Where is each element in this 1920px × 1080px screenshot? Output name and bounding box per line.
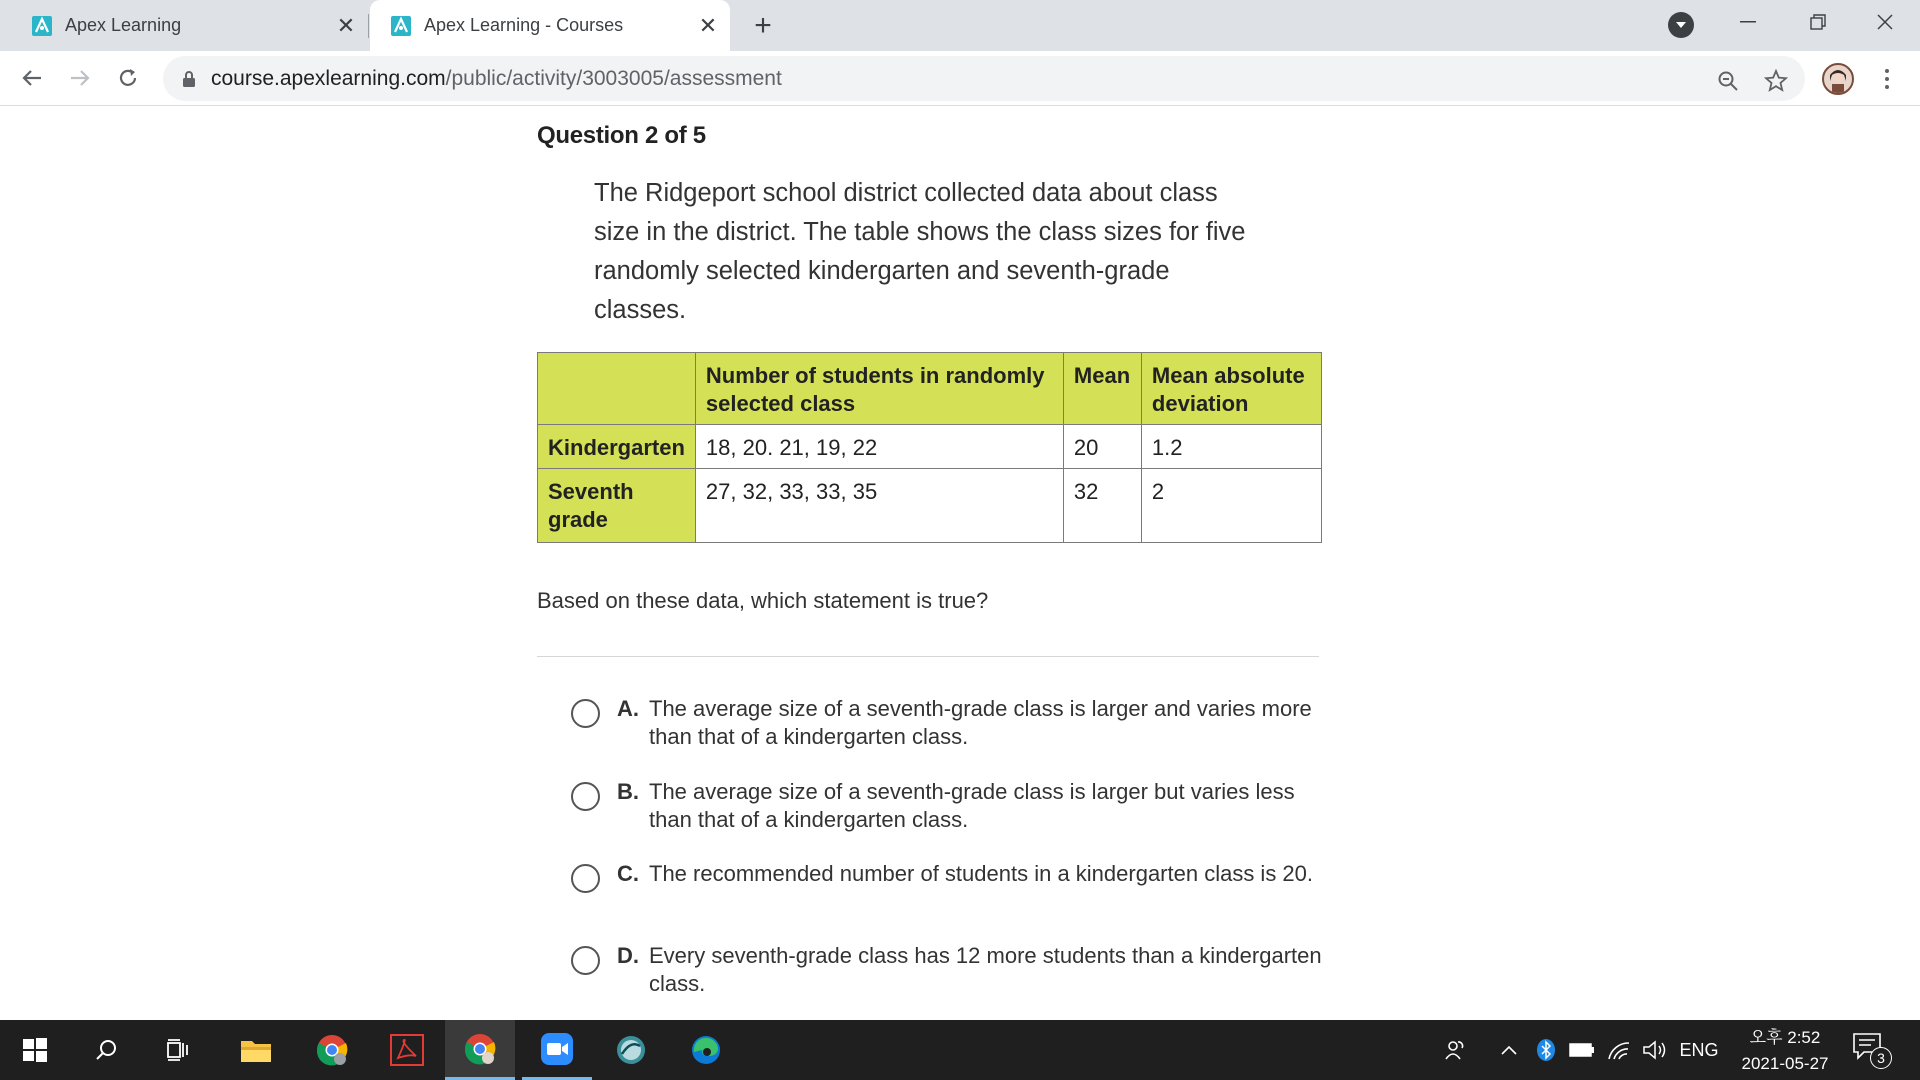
tab-search-icon[interactable] <box>1668 12 1694 38</box>
table-header-empty <box>538 353 696 425</box>
chevron-up-icon[interactable] <box>1497 1020 1521 1080</box>
forward-icon[interactable] <box>60 58 100 98</box>
cell-mad: 2 <box>1141 469 1321 543</box>
browser-menu-icon[interactable] <box>1872 61 1902 97</box>
table-row <box>538 469 1322 543</box>
new-tab-icon[interactable]: + <box>754 9 772 42</box>
people-icon[interactable] <box>1440 1020 1470 1080</box>
zoom-app-icon[interactable] <box>522 1020 592 1080</box>
url-path: /public/activity/3003005/assessment <box>445 66 782 90</box>
divider <box>537 656 1319 657</box>
table-header-mad: Mean absolute deviation <box>1141 353 1321 425</box>
choice-letter: D. <box>617 943 639 968</box>
choice-text: The recommended number of students in a kindergarten class is 20. <box>649 861 1314 886</box>
minimize-icon[interactable] <box>1713 0 1783 44</box>
reload-icon[interactable] <box>108 58 148 98</box>
search-icon[interactable] <box>72 1020 142 1080</box>
tab-separator <box>368 14 369 38</box>
back-icon[interactable] <box>12 58 52 98</box>
choice-text: The average size of a seventh-grade class is larger but varies less than that of a kindergarten class. <box>649 779 1295 832</box>
file-explorer-icon[interactable] <box>221 1020 291 1080</box>
clock-time: 오후 2:52 <box>1749 1028 1821 1047</box>
url-text <box>211 67 782 91</box>
restore-icon[interactable] <box>1783 0 1853 44</box>
volume-icon[interactable] <box>1640 1020 1670 1080</box>
acrobat-icon[interactable] <box>372 1020 442 1080</box>
tab-title: Apex Learning <box>65 15 182 35</box>
address-bar[interactable] <box>163 56 1805 101</box>
class-size-table <box>537 352 1322 543</box>
app-icon[interactable] <box>596 1020 666 1080</box>
choice-letter: A. <box>617 696 639 721</box>
radio-button[interactable] <box>571 864 600 893</box>
question-ask: Based on these data, which statement is true? <box>537 588 989 613</box>
choice-text: Every seventh-grade class has 12 more students than a kindergarten class. <box>649 943 1322 996</box>
windows-start-icon[interactable] <box>0 1020 70 1080</box>
radio-button[interactable] <box>571 782 600 811</box>
answer-choice-c[interactable] <box>571 860 1331 893</box>
answer-choice-d[interactable] <box>571 942 1331 998</box>
windows-taskbar <box>0 1020 1920 1080</box>
question-header: Question 2 of 5 <box>537 122 706 149</box>
tab-apex-learning-courses[interactable] <box>370 0 730 51</box>
bluetooth-icon[interactable] <box>1534 1020 1558 1080</box>
bookmark-star-icon[interactable] <box>1761 66 1791 96</box>
language-indicator[interactable]: ENG <box>1679 1039 1719 1060</box>
url-host: course.apexlearning.com <box>211 66 446 90</box>
task-view-icon[interactable] <box>144 1020 214 1080</box>
clock-date: 2021-05-27 <box>1741 1054 1829 1073</box>
wifi-icon[interactable] <box>1605 1020 1633 1080</box>
question-prompt: The Ridgeport school district collected data about class size in the district. The table shows the class sizes for five randomly selected kindergarten and seventh-grade classes. <box>594 179 1246 324</box>
row-label: Kindergarten <box>538 425 696 469</box>
notification-center-icon[interactable] <box>1852 1032 1892 1068</box>
notification-badge: 3 <box>1870 1047 1892 1069</box>
table-header-students: Number of students in randomly selected class <box>695 353 1063 425</box>
table-header-mean: Mean <box>1063 353 1141 425</box>
choice-text: The average size of a seventh-grade class is larger and varies more than that of a kindergarten class. <box>649 696 1312 749</box>
cell-mean: 32 <box>1063 469 1141 543</box>
edge-icon[interactable] <box>671 1020 741 1080</box>
radio-button[interactable] <box>571 699 600 728</box>
cell-students: 18, 20. 21, 19, 22 <box>695 425 1063 469</box>
radio-button[interactable] <box>571 946 600 975</box>
table-header-row <box>538 353 1322 425</box>
table-row <box>538 425 1322 469</box>
close-tab-icon[interactable]: ✕ <box>336 12 356 38</box>
lock-icon <box>182 70 196 88</box>
profile-avatar[interactable] <box>1822 63 1854 95</box>
choice-letter: C. <box>617 861 639 886</box>
taskbar-clock[interactable] <box>1725 1025 1845 1077</box>
choice-letter: B. <box>617 779 639 804</box>
apex-favicon-icon <box>390 15 412 37</box>
row-label: Seventh grade <box>538 469 696 543</box>
zoom-icon[interactable] <box>1713 66 1743 96</box>
tab-apex-learning[interactable] <box>0 0 368 51</box>
chrome-icon[interactable] <box>297 1020 367 1080</box>
answer-choice-a[interactable] <box>571 695 1331 751</box>
cell-mean: 20 <box>1063 425 1141 469</box>
browser-toolbar <box>0 51 1920 106</box>
close-window-icon[interactable] <box>1850 0 1920 44</box>
chrome-active-icon[interactable] <box>445 1020 515 1080</box>
cell-students: 27, 32, 33, 33, 35 <box>695 469 1063 543</box>
answer-choice-b[interactable] <box>571 778 1331 834</box>
apex-favicon-icon <box>31 15 53 37</box>
battery-icon[interactable] <box>1568 1020 1596 1080</box>
assessment-page <box>0 106 1920 1020</box>
browser-tab-strip <box>0 0 1920 51</box>
close-tab-icon[interactable]: ✕ <box>698 12 718 38</box>
tab-title: Apex Learning - Courses <box>424 15 624 35</box>
cell-mad: 1.2 <box>1141 425 1321 469</box>
